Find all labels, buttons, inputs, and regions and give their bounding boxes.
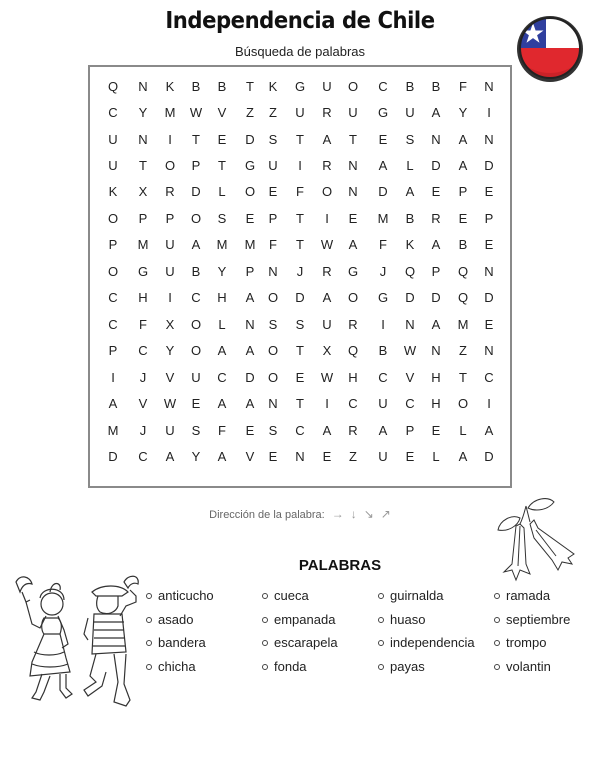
grid-cell[interactable]: B	[378, 343, 388, 358]
grid-cell[interactable]: I	[325, 396, 329, 411]
page-title: Independencia de Chile	[165, 8, 435, 34]
grid-cell[interactable]: C	[108, 290, 118, 305]
grid-cell[interactable]: H	[138, 290, 148, 305]
grid-cell[interactable]: E	[217, 132, 227, 147]
grid-cell[interactable]: R	[431, 211, 441, 226]
grid-cell[interactable]: J	[296, 264, 304, 279]
grid-cell[interactable]: A	[458, 449, 468, 464]
grid-row	[90, 368, 510, 388]
grid-cell[interactable]: D	[431, 158, 441, 173]
grid-cell[interactable]: A	[348, 237, 358, 252]
grid-cell[interactable]: U	[165, 423, 175, 438]
grid-row	[90, 209, 510, 229]
grid-cell[interactable]: V	[138, 396, 148, 411]
grid-cell[interactable]: W	[403, 343, 417, 358]
arrow-down-right-icon: ↘	[363, 507, 374, 521]
grid-cell[interactable]: Q	[457, 290, 469, 305]
grid-cell[interactable]: D	[245, 132, 255, 147]
grid-cell[interactable]: U	[191, 370, 201, 385]
grid-cell[interactable]: A	[217, 449, 227, 464]
grid-cell[interactable]: S	[405, 132, 415, 147]
grid-cell[interactable]: P	[484, 211, 494, 226]
grid-cell[interactable]: I	[298, 158, 302, 173]
bullet-circle-icon	[378, 640, 384, 646]
grid-row	[90, 394, 510, 414]
grid-cell[interactable]: P	[165, 211, 175, 226]
grid-cell[interactable]: V	[217, 105, 227, 120]
grid-cell[interactable]: O	[321, 184, 333, 199]
grid-cell[interactable]: W	[320, 370, 334, 385]
grid-cell[interactable]: G	[244, 158, 256, 173]
grid-cell[interactable]: N	[138, 79, 148, 94]
grid-cell[interactable]: A	[378, 158, 388, 173]
grid-cell[interactable]: Z	[246, 105, 254, 120]
grid-cell[interactable]: O	[107, 264, 119, 279]
word-list-item	[390, 611, 425, 629]
grid-cell[interactable]: O	[267, 290, 279, 305]
grid-cell[interactable]: I	[111, 370, 115, 385]
grid-row	[90, 262, 510, 282]
grid-cell[interactable]: J	[379, 264, 387, 279]
grid-cell[interactable]: H	[431, 370, 441, 385]
grid-cell[interactable]: M	[216, 237, 228, 252]
grid-cell[interactable]: N	[138, 132, 148, 147]
grid-cell[interactable]: M	[457, 317, 469, 332]
word-list-item	[506, 587, 550, 605]
word-search-grid	[88, 65, 512, 488]
bullet-circle-icon	[494, 664, 500, 670]
bullet-circle-icon	[262, 664, 268, 670]
grid-cell[interactable]: T	[296, 343, 304, 358]
grid-cell[interactable]: O	[244, 184, 256, 199]
grid-cell[interactable]: N	[431, 132, 441, 147]
grid-cell[interactable]: E	[191, 396, 201, 411]
grid-cell[interactable]: C	[378, 370, 388, 385]
grid-cell[interactable]: C	[378, 79, 388, 94]
grid-cell[interactable]: F	[269, 237, 277, 252]
grid-row	[90, 447, 510, 467]
grid-cell[interactable]: K	[405, 237, 415, 252]
grid-cell[interactable]: A	[191, 237, 201, 252]
grid-cell[interactable]: A	[322, 290, 332, 305]
word-list-item	[506, 658, 551, 676]
word-list-item	[158, 611, 193, 629]
grid-cell[interactable]: N	[295, 449, 305, 464]
grid-cell[interactable]: I	[381, 317, 385, 332]
grid-cell[interactable]: P	[268, 211, 278, 226]
grid-cell[interactable]: E	[322, 449, 332, 464]
grid-cell[interactable]: F	[296, 184, 304, 199]
bullet-circle-icon	[146, 593, 152, 599]
grid-cell[interactable]: E	[484, 184, 494, 199]
grid-cell[interactable]: B	[405, 211, 415, 226]
grid-cell[interactable]: X	[322, 343, 332, 358]
grid-cell[interactable]: D	[108, 449, 118, 464]
grid-cell[interactable]: T	[459, 370, 467, 385]
grid-cell[interactable]: M	[107, 423, 119, 438]
grid-cell[interactable]: V	[245, 449, 255, 464]
grid-cell[interactable]: D	[484, 449, 494, 464]
grid-cell[interactable]: K	[268, 79, 278, 94]
grid-cell[interactable]: U	[295, 105, 305, 120]
grid-cell[interactable]: F	[218, 423, 226, 438]
grid-row	[90, 130, 510, 150]
grid-cell[interactable]: E	[268, 449, 278, 464]
grid-cell[interactable]: D	[295, 290, 305, 305]
grid-cell[interactable]: C	[138, 449, 148, 464]
grid-cell[interactable]: S	[217, 211, 227, 226]
grid-cell[interactable]: N	[268, 396, 278, 411]
page-subtitle: Búsqueda de palabras	[234, 44, 366, 59]
grid-cell[interactable]: Z	[349, 449, 357, 464]
grid-cell[interactable]: E	[431, 184, 441, 199]
grid-cell[interactable]: P	[108, 343, 118, 358]
grid-cell[interactable]: N	[245, 317, 255, 332]
grid-cell[interactable]: A	[108, 396, 118, 411]
arrow-right-icon: →	[331, 507, 344, 521]
grid-cell[interactable]: S	[295, 317, 305, 332]
grid-cell[interactable]: P	[458, 184, 468, 199]
grid-cell[interactable]: C	[191, 290, 201, 305]
grid-cell[interactable]: H	[217, 290, 227, 305]
grid-cell[interactable]: U	[165, 237, 175, 252]
grid-cell[interactable]: T	[296, 237, 304, 252]
grid-row	[90, 421, 510, 441]
grid-cell[interactable]: U	[322, 317, 332, 332]
grid-row	[90, 77, 510, 97]
grid-cell[interactable]: A	[378, 423, 388, 438]
grid-cell[interactable]: L	[406, 158, 414, 173]
grid-cell[interactable]: C	[217, 370, 227, 385]
grid-cell[interactable]: U	[405, 105, 415, 120]
grid-cell[interactable]: I	[487, 396, 491, 411]
grid-cell[interactable]: V	[405, 370, 415, 385]
grid-cell[interactable]: T	[296, 396, 304, 411]
word-list-item	[158, 587, 214, 605]
grid-cell[interactable]: E	[245, 211, 255, 226]
grid-cell[interactable]: B	[405, 79, 415, 94]
grid-cell[interactable]: T	[192, 132, 200, 147]
grid-cell[interactable]: U	[268, 158, 278, 173]
grid-cell[interactable]: U	[322, 79, 332, 94]
grid-cell[interactable]: A	[458, 132, 468, 147]
arrow-up-right-icon: ↗	[380, 507, 391, 521]
grid-cell[interactable]: M	[377, 211, 389, 226]
grid-cell[interactable]: C	[405, 396, 415, 411]
bullet-circle-icon	[378, 664, 384, 670]
grid-cell[interactable]: E	[378, 132, 388, 147]
grid-cell[interactable]: Z	[459, 343, 467, 358]
grid-cell[interactable]: E	[245, 423, 255, 438]
grid-cell[interactable]: I	[325, 211, 329, 226]
grid-cell[interactable]: I	[487, 105, 491, 120]
grid-cell[interactable]: H	[348, 370, 358, 385]
grid-cell[interactable]: O	[190, 317, 202, 332]
grid-cell[interactable]: E	[405, 449, 415, 464]
grid-cell[interactable]: M	[244, 237, 256, 252]
grid-cell[interactable]: D	[378, 184, 388, 199]
grid-cell[interactable]: I	[168, 132, 172, 147]
grid-cell[interactable]: J	[139, 370, 147, 385]
cueca-dancers-illustration	[4, 572, 149, 717]
grid-cell[interactable]: K	[108, 184, 118, 199]
grid-cell[interactable]: U	[108, 132, 118, 147]
grid-cell[interactable]: S	[191, 423, 201, 438]
bullet-circle-icon	[146, 617, 152, 623]
grid-cell[interactable]: A	[322, 423, 332, 438]
grid-cell[interactable]: A	[322, 132, 332, 147]
grid-cell[interactable]: Y	[191, 449, 201, 464]
word-list-item	[506, 634, 546, 652]
grid-cell[interactable]: A	[405, 184, 415, 199]
word-list-item	[274, 634, 338, 652]
words-heading: PALABRAS	[298, 557, 382, 574]
bullet-circle-icon	[146, 640, 152, 646]
grid-cell[interactable]: E	[348, 211, 358, 226]
word-label: chicha	[158, 659, 196, 674]
grid-cell[interactable]: U	[108, 158, 118, 173]
grid-cell[interactable]: I	[168, 290, 172, 305]
bullet-circle-icon	[378, 593, 384, 599]
grid-cell[interactable]: R	[165, 184, 175, 199]
grid-cell[interactable]: N	[484, 343, 494, 358]
grid-row	[90, 315, 510, 335]
word-label: independencia	[390, 635, 475, 650]
grid-cell[interactable]: L	[218, 317, 226, 332]
grid-cell[interactable]: P	[245, 264, 255, 279]
grid-cell[interactable]: W	[320, 237, 334, 252]
grid-cell[interactable]: A	[217, 396, 227, 411]
bullet-circle-icon	[494, 640, 500, 646]
grid-cell[interactable]: R	[322, 264, 332, 279]
grid-cell[interactable]: C	[484, 370, 494, 385]
grid-cell[interactable]: B	[191, 264, 201, 279]
word-list-item	[274, 587, 309, 605]
grid-cell[interactable]: P	[191, 158, 201, 173]
grid-cell[interactable]: L	[459, 423, 467, 438]
grid-cell[interactable]: D	[405, 290, 415, 305]
grid-cell[interactable]: A	[217, 343, 227, 358]
grid-cell[interactable]: N	[405, 317, 415, 332]
grid-row	[90, 288, 510, 308]
grid-cell[interactable]: Y	[217, 264, 227, 279]
grid-cell[interactable]: O	[107, 211, 119, 226]
grid-cell[interactable]: F	[459, 79, 467, 94]
word-label: asado	[158, 612, 194, 627]
grid-cell[interactable]: A	[245, 343, 255, 358]
grid-cell[interactable]: P	[431, 264, 441, 279]
grid-row	[90, 235, 510, 255]
grid-row	[90, 156, 510, 176]
grid-cell[interactable]: T	[218, 158, 226, 173]
grid-cell[interactable]: C	[138, 343, 148, 358]
grid-cell[interactable]: O	[347, 79, 359, 94]
grid-cell[interactable]: G	[294, 79, 306, 94]
grid-cell[interactable]: C	[108, 317, 118, 332]
grid-cell[interactable]: U	[348, 105, 358, 120]
grid-cell[interactable]: O	[267, 343, 279, 358]
arrow-down-icon: ↓	[350, 507, 357, 521]
grid-cell[interactable]: M	[137, 237, 149, 252]
grid-cell[interactable]: X	[165, 317, 175, 332]
grid-cell[interactable]: U	[165, 264, 175, 279]
word-list-item	[390, 658, 425, 676]
word-list-item	[158, 634, 206, 652]
word-label: empanada	[274, 612, 336, 627]
grid-cell[interactable]: D	[431, 290, 441, 305]
grid-cell[interactable]: E	[295, 370, 305, 385]
grid-cell[interactable]: G	[137, 264, 149, 279]
grid-cell[interactable]: E	[458, 211, 468, 226]
grid-cell[interactable]: G	[377, 290, 389, 305]
grid-cell[interactable]: N	[348, 184, 358, 199]
grid-cell[interactable]: P	[108, 237, 118, 252]
word-label: volantin	[506, 659, 551, 674]
grid-cell[interactable]: M	[164, 105, 176, 120]
grid-cell[interactable]: U	[378, 396, 388, 411]
bullet-circle-icon	[262, 640, 268, 646]
word-label: trompo	[506, 635, 547, 650]
grid-cell[interactable]: P	[138, 211, 148, 226]
grid-cell[interactable]: N	[268, 264, 278, 279]
grid-row	[90, 103, 510, 123]
grid-cell[interactable]: O	[164, 158, 176, 173]
grid-cell[interactable]: Q	[107, 79, 119, 94]
grid-cell[interactable]: T	[296, 132, 304, 147]
grid-cell[interactable]: Q	[404, 264, 416, 279]
grid-cell[interactable]: C	[108, 105, 118, 120]
grid-cell[interactable]: A	[245, 396, 255, 411]
grid-cell[interactable]: G	[377, 105, 389, 120]
grid-cell[interactable]: R	[348, 317, 358, 332]
grid-cell[interactable]: T	[246, 79, 254, 94]
grid-cell[interactable]: N	[484, 79, 494, 94]
bullet-circle-icon	[494, 617, 500, 623]
word-label: huaso	[390, 612, 426, 627]
grid-cell[interactable]: F	[139, 317, 147, 332]
grid-row	[90, 182, 510, 202]
grid-cell[interactable]: B	[191, 79, 201, 94]
grid-cell[interactable]: L	[432, 449, 440, 464]
grid-cell[interactable]: A	[431, 105, 441, 120]
grid-cell[interactable]: D	[484, 158, 494, 173]
grid-cell[interactable]: X	[138, 184, 148, 199]
grid-cell[interactable]: W	[163, 396, 177, 411]
word-list-item	[390, 634, 475, 652]
grid-cell[interactable]: A	[431, 317, 441, 332]
word-label: bandera	[158, 635, 206, 650]
word-label: cueca	[274, 588, 309, 603]
grid-cell[interactable]: W	[189, 105, 203, 120]
grid-cell[interactable]: A	[245, 290, 255, 305]
grid-cell[interactable]: A	[165, 449, 175, 464]
grid-cell[interactable]: E	[431, 423, 441, 438]
word-label: septiembre	[506, 612, 571, 627]
grid-cell[interactable]: J	[139, 423, 147, 438]
grid-cell[interactable]: O	[457, 396, 469, 411]
grid-cell[interactable]: F	[379, 237, 387, 252]
grid-cell[interactable]: C	[295, 423, 305, 438]
direction-label: Dirección de la palabra:	[209, 509, 325, 521]
grid-cell[interactable]: Y	[458, 105, 468, 120]
grid-cell[interactable]: N	[484, 132, 494, 147]
grid-cell[interactable]: B	[217, 79, 227, 94]
grid-cell[interactable]: A	[431, 237, 441, 252]
grid-cell[interactable]: T	[349, 132, 357, 147]
grid-cell[interactable]: S	[268, 423, 278, 438]
grid-cell[interactable]: O	[267, 370, 279, 385]
grid-cell[interactable]: E	[484, 237, 494, 252]
grid-cell[interactable]: S	[268, 317, 278, 332]
grid-cell[interactable]: N	[484, 264, 494, 279]
word-label: payas	[390, 659, 425, 674]
grid-cell[interactable]: O	[190, 343, 202, 358]
grid-cell[interactable]: N	[348, 158, 358, 173]
grid-cell[interactable]: D	[484, 290, 494, 305]
grid-cell[interactable]: B	[431, 79, 441, 94]
grid-cell[interactable]: Q	[347, 343, 359, 358]
grid-cell[interactable]: S	[268, 132, 278, 147]
grid-cell[interactable]: P	[405, 423, 415, 438]
grid-cell[interactable]: Y	[138, 105, 148, 120]
word-list-item	[390, 587, 444, 605]
word-label: guirnalda	[390, 588, 444, 603]
grid-cell[interactable]: O	[347, 290, 359, 305]
grid-cell[interactable]: E	[268, 184, 278, 199]
word-label: anticucho	[158, 588, 214, 603]
chile-flag-badge-icon	[516, 14, 584, 82]
grid-cell[interactable]: V	[165, 370, 175, 385]
grid-cell[interactable]: R	[348, 423, 358, 438]
grid-cell[interactable]: C	[348, 396, 358, 411]
grid-cell[interactable]: U	[378, 449, 388, 464]
bullet-circle-icon	[494, 593, 500, 599]
grid-cell[interactable]: O	[190, 211, 202, 226]
bullet-circle-icon	[146, 664, 152, 670]
grid-cell[interactable]: L	[218, 184, 226, 199]
grid-cell[interactable]: A	[458, 158, 468, 173]
grid-cell[interactable]: E	[484, 317, 494, 332]
grid-cell[interactable]: D	[191, 184, 201, 199]
grid-cell[interactable]: T	[139, 158, 147, 173]
grid-cell[interactable]: K	[165, 79, 175, 94]
grid-cell[interactable]: Q	[457, 264, 469, 279]
grid-cell[interactable]: B	[458, 237, 468, 252]
grid-cell[interactable]: R	[322, 158, 332, 173]
grid-cell[interactable]: Y	[165, 343, 175, 358]
word-list-item	[274, 611, 335, 629]
grid-cell[interactable]: Z	[269, 105, 277, 120]
word-label: ramada	[506, 588, 551, 603]
grid-cell[interactable]: N	[431, 343, 441, 358]
grid-row	[90, 341, 510, 361]
bullet-circle-icon	[262, 617, 268, 623]
word-label: escarapela	[274, 635, 338, 650]
word-label: fonda	[274, 659, 307, 674]
grid-cell[interactable]: H	[431, 396, 441, 411]
word-list-item	[274, 658, 307, 676]
word-list-item	[158, 658, 196, 676]
grid-cell[interactable]: D	[245, 370, 255, 385]
grid-cell[interactable]: G	[347, 264, 359, 279]
grid-cell[interactable]: T	[296, 211, 304, 226]
grid-cell[interactable]: A	[484, 423, 494, 438]
bullet-circle-icon	[378, 617, 384, 623]
grid-cell[interactable]: R	[322, 105, 332, 120]
word-list-item	[506, 611, 570, 629]
bullet-circle-icon	[262, 593, 268, 599]
